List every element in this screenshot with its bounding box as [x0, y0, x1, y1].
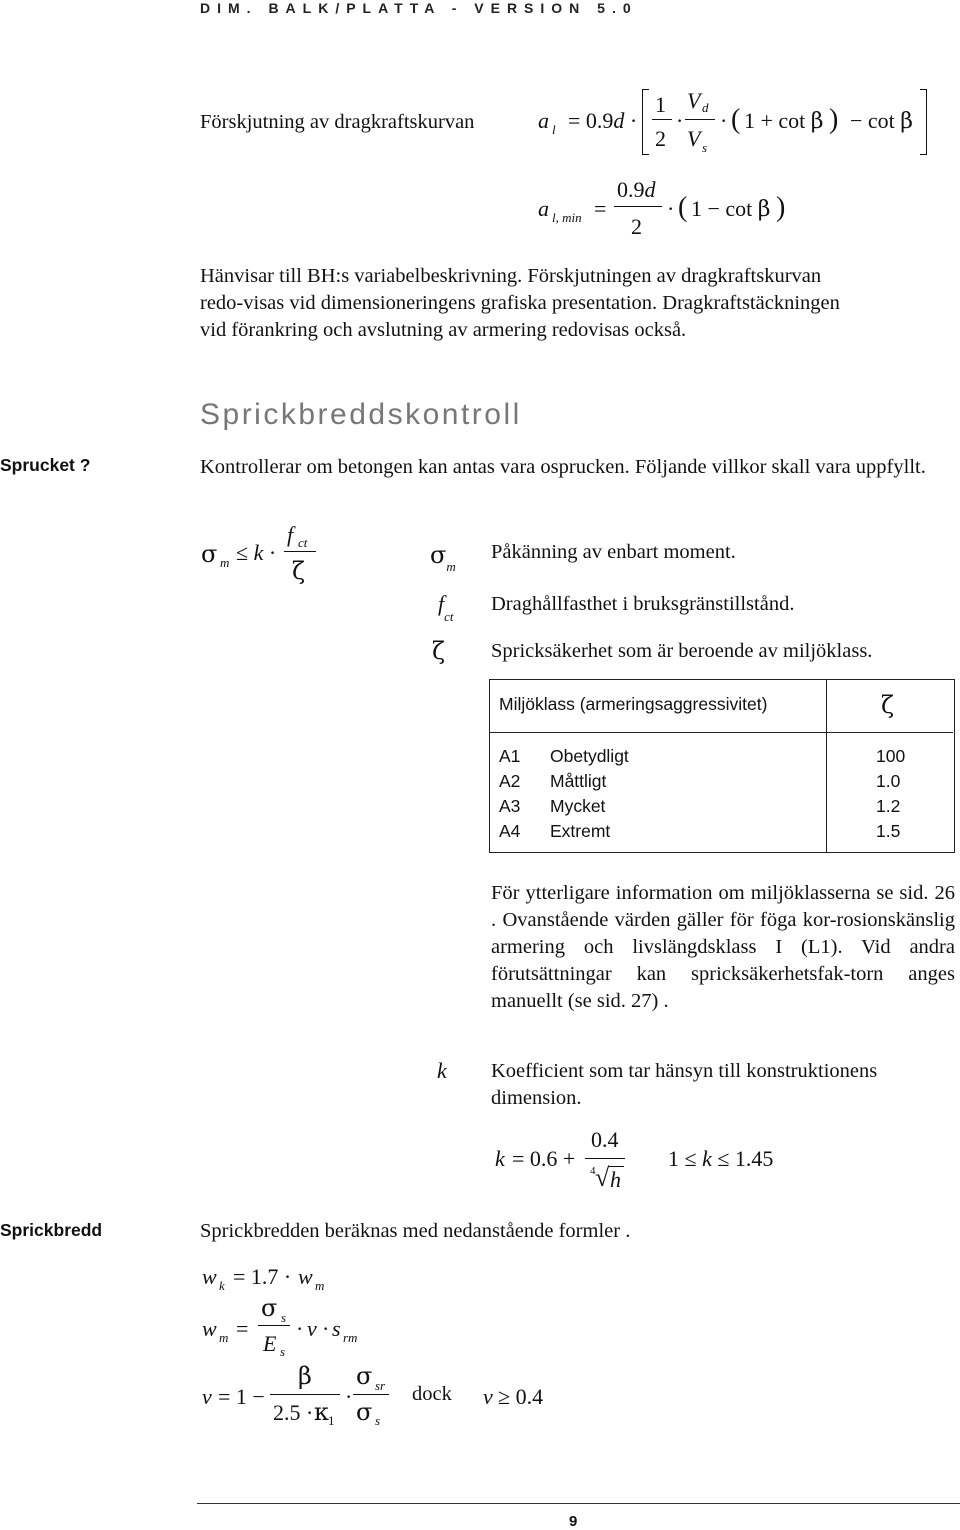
formula-label: Förskjutning av dragkraftskurvan	[200, 111, 475, 133]
definition-text-fct: Draghållfasthet i bruksgränstillstånd.	[491, 593, 795, 615]
running-header: DIM. BALK/PLATTA - VERSION 5.0	[200, 0, 638, 16]
section2-intro: Kontrollerar om betongen kan antas vara osprucken. Följande villkor skall vara uppfyllt.	[200, 456, 926, 478]
formula-condition: σ m ≤ k · f ct ζ	[0, 0, 420, 620]
side-label-sprickbredd: Sprickbredd	[0, 1220, 103, 1240]
footer-rule	[197, 1503, 960, 1504]
table-row-names: Obetydligt Måttligt Mycket Extremt	[550, 746, 629, 841]
formula-wk: w k = 1.7 · w m	[202, 1264, 325, 1293]
section3-intro: Sprickbredden beräknas med nedanstående formler .	[200, 1220, 631, 1242]
definition-text-sigma: Påkänning av enbart moment.	[491, 541, 736, 563]
table-header-zeta: ζ	[881, 691, 895, 719]
formula-wm: w m = σ s E s · v · s rm	[202, 1294, 358, 1359]
section-heading: Sprickbreddskontroll	[200, 398, 522, 431]
formula-al: a l = 0.9d · 1 2 · V d V s · ( 1 + cot β ) − cot β	[0, 0, 960, 250]
section1-paragraph: Hänvisar till BH:s variabelbeskrivning. Förskjutningen av dragkraftskurvan redo-visas vid dimensioneringens grafiska presentation. Dragkraftstäckningen vid förankring och avslutning av armering redovisas också.	[200, 265, 840, 341]
formula-al-min: a l, min = 0.9d 2 · ( 1 − cot β )	[538, 177, 786, 239]
k-definition: Koefficient som tar hänsyn till konstruktionens dimension.	[491, 1060, 878, 1109]
environment-note: För ytterligare information om miljöklasserna se sid. 26 . Ovanstående värden gäller för föga kor-rosionskänslig armering och livslängdsklass I (L1). Vid andra förutsättningar kan spricksäkerhetsfak-torn anges manuellt (se sid. 27) .	[491, 882, 955, 1012]
definition-symbol-sigma: $\sigma_m$	[430, 541, 456, 574]
table-header: Miljöklass (armeringsaggressivitet)	[499, 694, 768, 714]
dock-word: dock	[412, 1383, 452, 1405]
table-row-values: 100 1.0 1.2 1.5	[876, 746, 906, 841]
definition-symbol-zeta: ζ	[432, 637, 446, 665]
k-symbol: k	[437, 1058, 447, 1083]
formula-v: v = 1 − β 2.5 · κ 1 · σ sr σ s dock v ≥ 0.4	[202, 1362, 544, 1428]
table-row: A1 A2 A3 A4	[499, 746, 521, 841]
side-label-sprucket: Sprucket ?	[0, 455, 91, 475]
definition-text-zeta: Spricksäkerhet som är beroende av miljöklass.	[491, 640, 873, 662]
formula-k: k = 0.6 + 0.4 4 √ h 1 ≤ k ≤ 1.45	[495, 1127, 774, 1192]
page-number: 9	[569, 1513, 578, 1530]
definition-symbol-fct: $f_{ct}$	[438, 591, 454, 624]
